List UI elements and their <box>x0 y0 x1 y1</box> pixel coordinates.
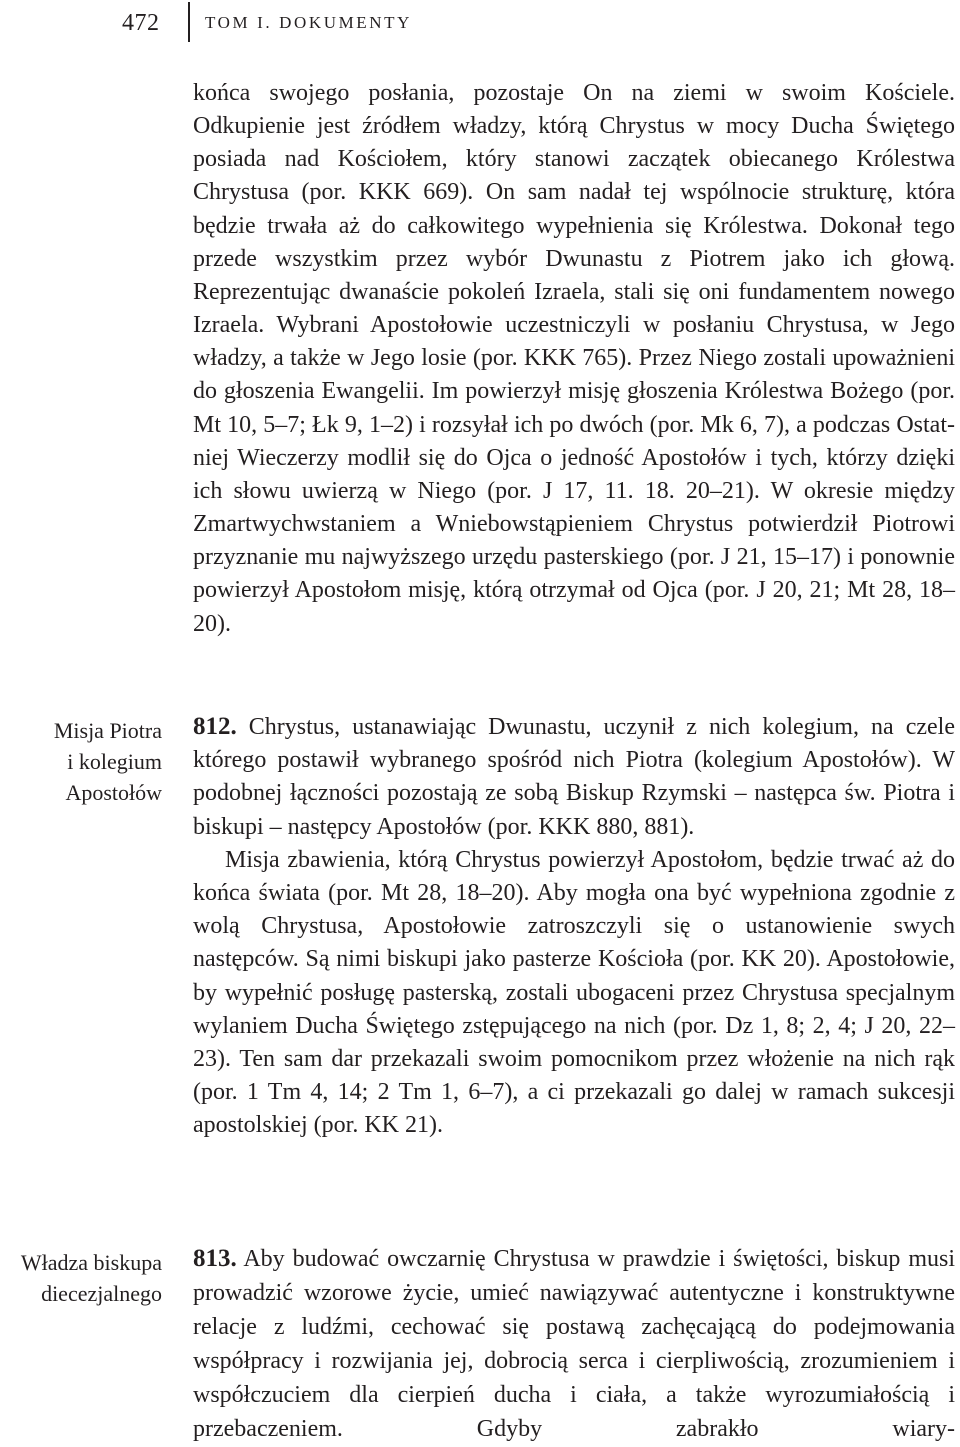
margin-note-mission-of-peter <box>0 715 162 808</box>
paragraph-text: końca swojego posłania, pozostaje On na ziemi w swoim Kościele. Odkupienie jest źródłem władzy, którą Chrystus w mocy Ducha Świętego posiada nad Kościołem, który stanowi zaczątek obiecanego Królestwa Chrystusa (por. KKK 669). On sam nadał tej wspólnocie strukturę, która będzie trwała aż do całkowitego wypełnienia się Królestwa. Dokonał tego przede wszystkim przez wybór Dwunastu z Piotrem jako ich głową. Reprezentując dwanaście pokoleń Izraela, stali się oni fundamentem nowego Izraela. Wybrani Apostołowie uczestniczyli w posłaniu Chrystusa, w Jego władzy, a także w Jego losie (por. KKK 765). Przez Niego zostali upoważnieni do głoszenia Ewangelii. Im powierzył misję głoszenia Królestwa Bożego (por. Mt 10, 5–7; Łk 9, 1–2) i rozsyłał ich po dwóch (por. Mk 6, 7), a podczas Ostatniej Wieczerzy modlił się do Ojca o jedność Apostołów i tych, którzy dzięki ich słowu uwierzą w Niego (por. J 17, 11. 18. 20–21). W okresie między Zmartwychwstaniem a Wniebowstąpieniem Chrystus potwierdził Piotrowi przyznanie mu najwyższego urzędu pasterskiego (por. J 21, 15–17) i ponownie powierzył Apostołom misję, którą otrzymał od Ojca (por. J 20, 21; Mt 28, 18–20). <box>193 80 955 637</box>
margin-note-bishop-authority <box>0 1247 162 1309</box>
paragraph-813-text <box>193 1242 955 1446</box>
paragraph-number: 812. <box>193 713 237 740</box>
margin-note-line: diecezjalnego <box>41 1281 162 1306</box>
paragraph-813 <box>193 1242 955 1446</box>
page-number: 472 <box>122 10 160 36</box>
margin-note-line: Władza biskupa <box>20 1250 162 1275</box>
paragraph-number: 813. <box>193 1245 237 1272</box>
paragraph-812 <box>193 710 955 1143</box>
running-head: TOM I. DOKUMENTY <box>205 13 413 32</box>
paragraph-812-first <box>193 710 955 844</box>
continuation-paragraph <box>193 77 955 641</box>
margin-note-line: Misja Piotra <box>53 718 162 743</box>
header-divider <box>188 2 190 42</box>
paragraph-text: Aby budować owczarnię Chrystusa w prawdzie i świętości, biskup musi prowadzić wzorowe życie, umieć nawiązywać autentyczne i konstruktywne relacje z ludźmi, cechować się postawą zachęcającą do podejmowania współpracy i rozwijania jej, dobrocią serca i cierpliwością, zrozumieniem i współczuciem dla cierpień ducha i ciała, a także wyrozumiałością i przebaczeniem. Gdyby zabrakło wiary- <box>193 1246 955 1442</box>
paragraph-text: Chrystus, ustanawiając Dwunastu, uczynił z nich kolegium, na czele którego postawił wybranego spośród nich Piotra (kolegium Apostołów). W podobnej łączności pozostają ze sobą Biskup Rzymski – następca św. Piotra i biskupi – następcy Apostołów (por. KKK 880, 881). <box>193 714 955 840</box>
paragraph-812-second: Misja zbawienia, którą Chrystus powierzył Apostołom, będzie trwać aż do końca świata (por. Mt 28, 18–20). Aby mogła ona być wypełniona zgodnie z wolą Chrystusa, Apostołowie zatroszczyli się o ustanowienie swych następców. Są nimi biskupi jako pasterze Kościoła (por. KK 20). Apostołowie, by wypełnić posługę pasterską, zostali ubogaceni przez Chrystusa specjalnym wylaniem Ducha Świętego zstępującego na nich (por. Dz 1, 8; 2, 4; J 20, 22–23). Ten sam dar przekazali swoim pomocnikom przez włożenie na nich rąk (por. 1 Tm 4, 14; 2 Tm 1, 6–7), a ci przekazali go dalej w ramach sukcesji apostolskiej (por. KK 21). <box>193 846 955 1139</box>
margin-note-line: i kolegium <box>67 749 162 774</box>
margin-note-line: Apostołów <box>65 780 162 805</box>
